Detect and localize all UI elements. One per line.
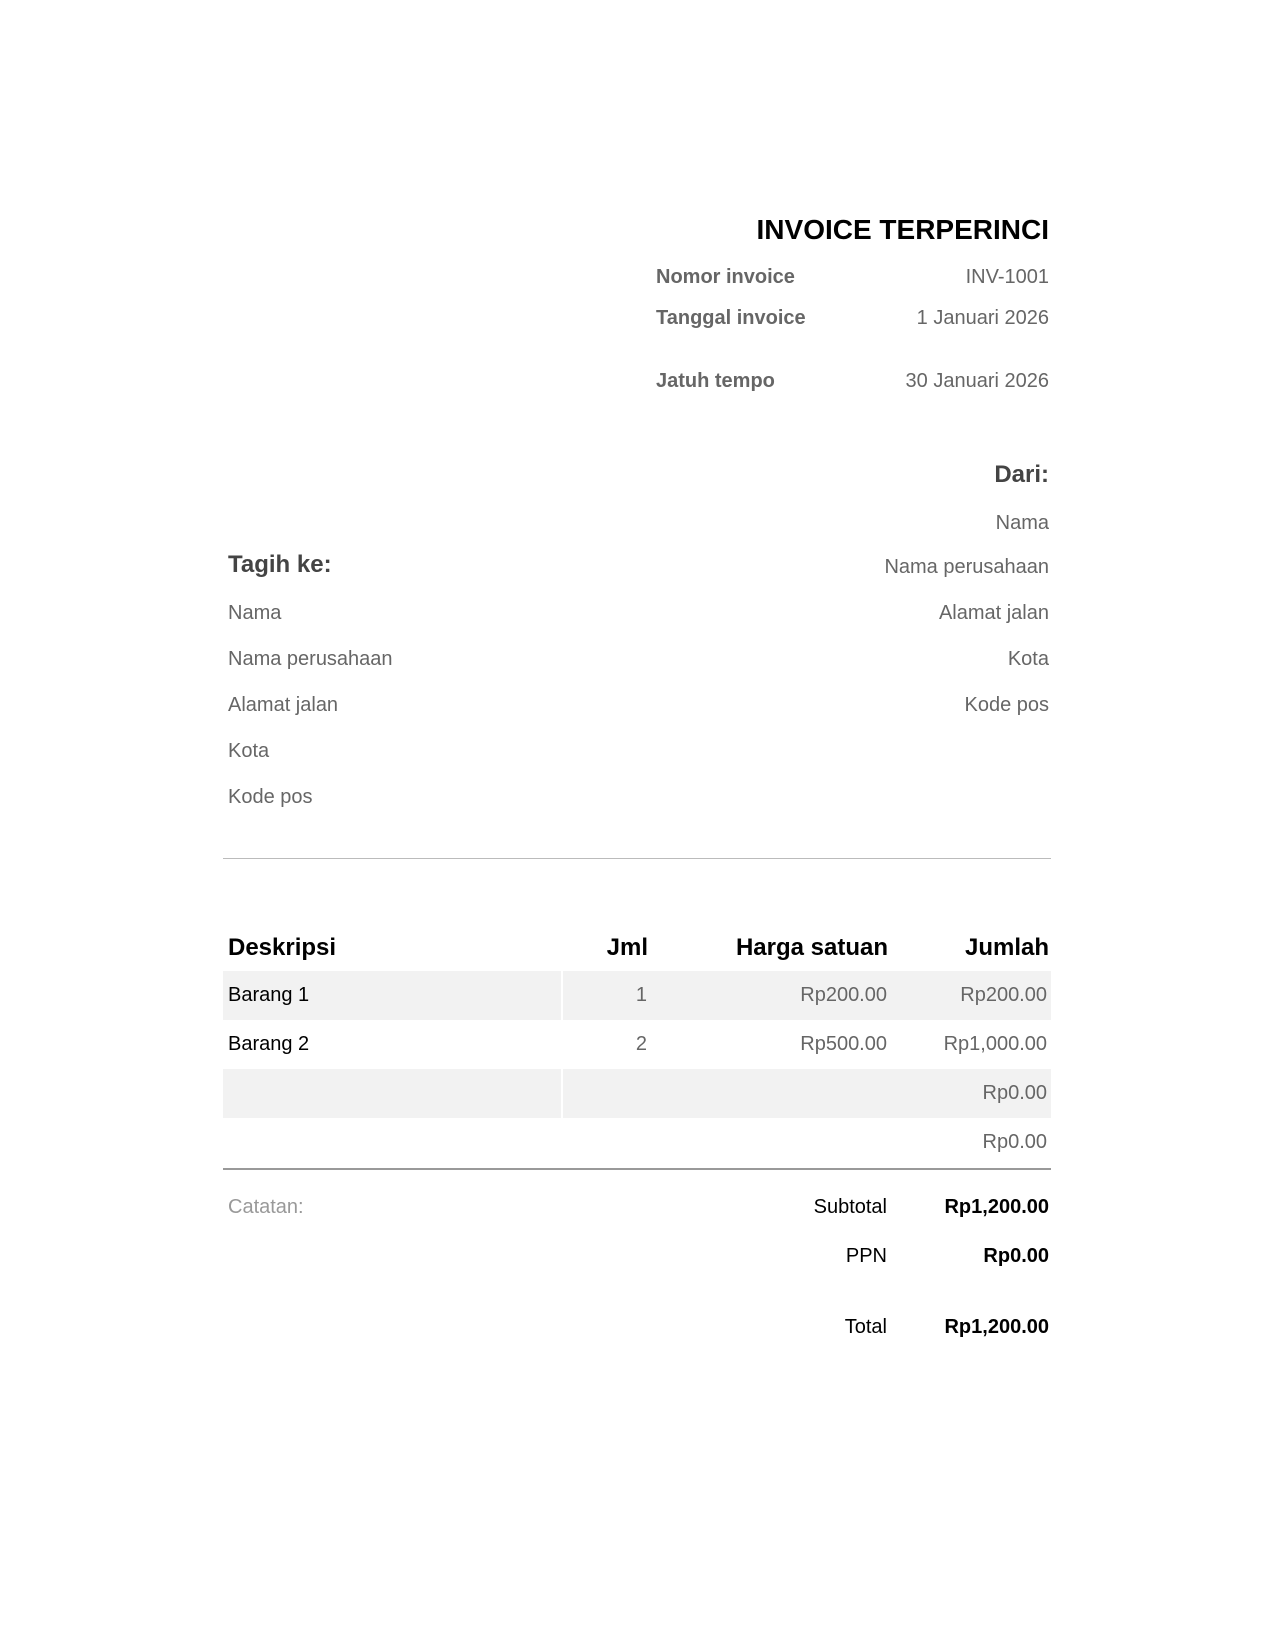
from-postal-code: Kode pos bbox=[964, 694, 1049, 716]
from-heading: Dari: bbox=[994, 461, 1049, 488]
from-name: Nama bbox=[995, 512, 1049, 534]
bill-to-postal-code: Kode pos bbox=[228, 786, 313, 808]
row-amount: Rp0.00 bbox=[982, 1082, 1047, 1104]
bill-to-company: Nama perusahaan bbox=[228, 648, 393, 670]
bill-to-heading: Tagih ke: bbox=[228, 551, 332, 578]
bill-to-street: Alamat jalan bbox=[228, 694, 339, 716]
total-value: Rp1,200.00 bbox=[944, 1316, 1049, 1338]
invoice-number-value: INV-1001 bbox=[965, 266, 1049, 288]
row-amount: Rp0.00 bbox=[982, 1131, 1047, 1153]
header-description: Deskripsi bbox=[228, 934, 337, 961]
header-unit-price: Harga satuan bbox=[735, 934, 888, 961]
tax-label: PPN bbox=[845, 1245, 887, 1267]
row-unit-price: Rp500.00 bbox=[800, 1033, 887, 1055]
from-city: Kota bbox=[1007, 648, 1049, 670]
table-bottom-rule bbox=[223, 1168, 1051, 1170]
row-amount: Rp200.00 bbox=[960, 984, 1047, 1006]
table-row bbox=[223, 971, 1051, 1020]
subtotal-label: Subtotal bbox=[813, 1196, 887, 1218]
notes-label: Catatan: bbox=[228, 1196, 304, 1218]
invoice-date-label: Tanggal invoice bbox=[656, 307, 806, 329]
row-description: Barang 1 bbox=[228, 984, 310, 1006]
table-row bbox=[223, 1118, 1051, 1167]
total-label: Total bbox=[844, 1316, 887, 1338]
subtotal-value: Rp1,200.00 bbox=[944, 1196, 1049, 1218]
header-amount: Jumlah bbox=[964, 934, 1049, 961]
row-qty: 1 bbox=[635, 984, 647, 1006]
section-divider bbox=[223, 858, 1051, 859]
invoice-number-label: Nomor invoice bbox=[656, 266, 795, 288]
table-row bbox=[223, 1020, 1051, 1069]
row-qty: 2 bbox=[635, 1033, 647, 1055]
invoice-date-value: 1 Januari 2026 bbox=[916, 307, 1049, 329]
tax-value: Rp0.00 bbox=[983, 1245, 1049, 1267]
from-street: Alamat jalan bbox=[938, 602, 1049, 624]
from-company: Nama perusahaan bbox=[884, 556, 1049, 578]
bill-to-name: Nama bbox=[228, 602, 282, 624]
header-qty: Jml bbox=[606, 934, 648, 961]
column-divider bbox=[561, 971, 563, 1020]
invoice-title: INVOICE TERPERINCI bbox=[756, 214, 1049, 245]
table-row bbox=[223, 1069, 1051, 1118]
column-divider bbox=[561, 1069, 563, 1118]
due-date-label: Jatuh tempo bbox=[656, 370, 775, 392]
row-amount: Rp1,000.00 bbox=[943, 1033, 1047, 1055]
row-unit-price: Rp200.00 bbox=[800, 984, 887, 1006]
due-date-value: 30 Januari 2026 bbox=[905, 370, 1049, 392]
bill-to-city: Kota bbox=[228, 740, 270, 762]
row-description: Barang 2 bbox=[228, 1033, 310, 1055]
